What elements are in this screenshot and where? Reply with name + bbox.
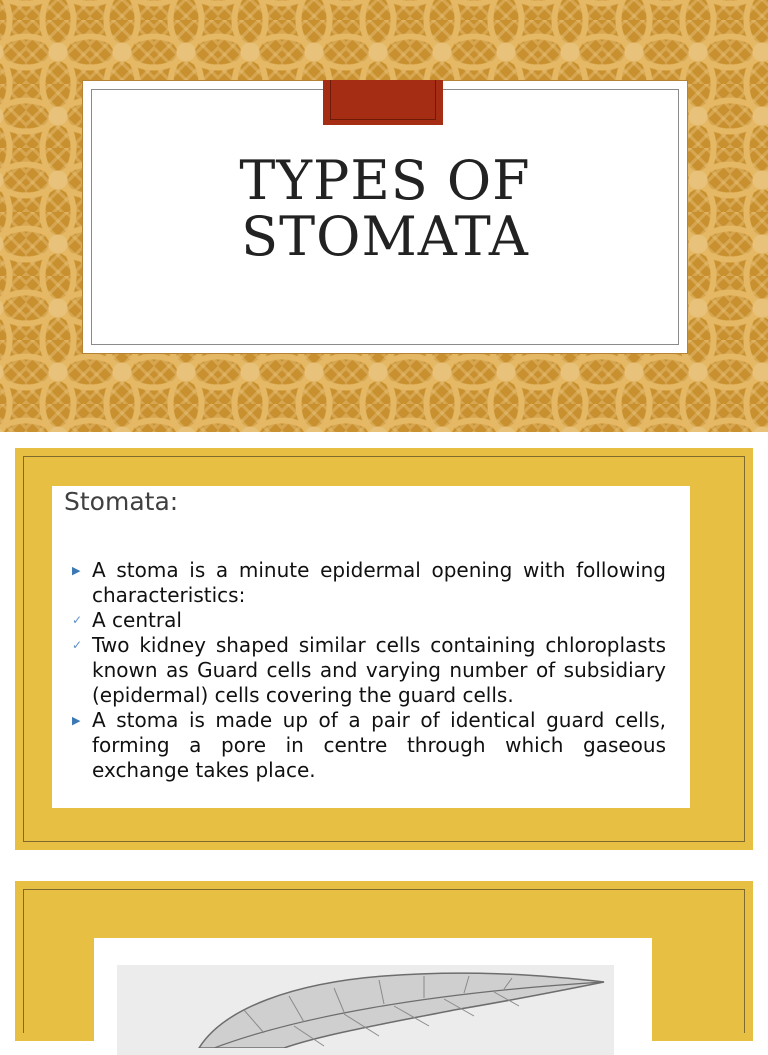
check-bullet-icon: ✓ bbox=[72, 638, 83, 652]
bullet-item bbox=[72, 558, 666, 608]
slide-title bbox=[83, 149, 687, 268]
leaf-illustration-icon bbox=[94, 938, 652, 1048]
title-card bbox=[83, 81, 687, 353]
content-slide bbox=[15, 448, 753, 850]
bullet-item bbox=[72, 708, 666, 783]
leaf-image bbox=[94, 938, 652, 1048]
bullet-item bbox=[72, 633, 666, 708]
bullet-text: A central bbox=[92, 608, 182, 632]
bullet-text: A stoma is made up of a pair of identical guard cells, forming a pore in centre through which gaseous exchange takes place. bbox=[92, 708, 666, 782]
title-accent-tab bbox=[323, 80, 443, 125]
slide-title-line-2: STOMATA bbox=[241, 205, 529, 268]
check-bullet-icon: ✓ bbox=[72, 613, 83, 627]
bullet-item bbox=[72, 608, 666, 633]
arrow-bullet-icon: ▶ bbox=[72, 564, 81, 577]
image-slide bbox=[15, 881, 753, 1041]
bullet-text: A stoma is a minute epidermal opening with following characteristics: bbox=[92, 558, 666, 607]
content-heading: Stomata: bbox=[64, 487, 179, 516]
title-slide bbox=[0, 0, 768, 432]
slide-title-line-1: TYPES OF bbox=[239, 149, 531, 212]
content-image bbox=[52, 486, 690, 808]
bullet-list bbox=[72, 558, 666, 783]
arrow-bullet-icon: ▶ bbox=[72, 714, 81, 727]
bullet-text: Two kidney shaped similar cells containing chloroplasts known as Guard cells and varying number of subsidiary (epidermal) cells covering the guard cells. bbox=[92, 633, 666, 707]
